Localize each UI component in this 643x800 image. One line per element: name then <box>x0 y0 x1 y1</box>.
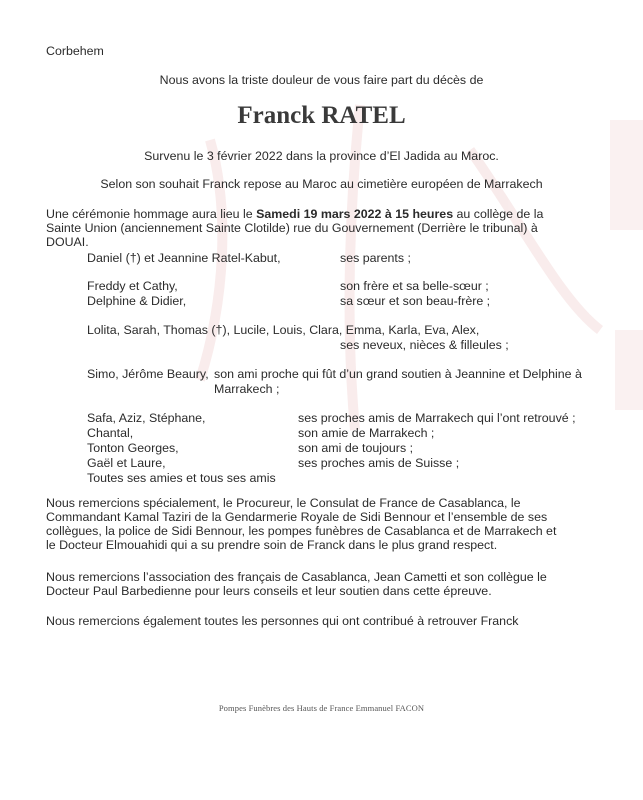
location-label: Corbehem <box>46 44 104 58</box>
friends-role: son amie de Marrakech ; <box>298 426 435 440</box>
close-friend-role-cont: Marrakech ; <box>214 382 280 396</box>
parents-role: ses parents ; <box>340 251 411 265</box>
thanks-paragraph: Nous remercions spécialement, le Procureur, le Consulat de France de Casablanca, le Commandant Kamal Taziri de la Gendarmerie Royale de Sidi Bennour et l’ensemble de ses collègues, la police de Sidi Bennour, les pompes funèbres de Casablanca et de Marrakech et le Docteur Elmouahidi qui a su prendre soin de Franck dans le plus grand respect. <box>46 496 557 552</box>
friends-role: son ami de toujours ; <box>298 441 414 455</box>
ceremony-text-after: au collège de la Sainte Union (anciennement Sainte Clotilde) rue du Gouvernement (Derrière le tribunal) à DOUAI. <box>46 207 544 249</box>
friends-names: Tonton Georges, <box>87 441 179 455</box>
all-friends: Toutes ses amies et tous ses amis <box>87 471 276 485</box>
nephews-names: Lolita, Sarah, Thomas (†), Lucile, Louis, Clara, Emma, Karla, Eva, Alex, <box>87 323 480 337</box>
close-friend-name: Simo, Jérôme Beaury, <box>87 367 209 381</box>
sister-names: Delphine & Didier, <box>87 294 187 308</box>
friends-role: ses proches amis de Suisse ; <box>298 456 460 470</box>
close-friend-role: son ami proche qui fût d’un grand soutien à Jeannine et Delphine à <box>214 367 582 381</box>
death-notice: Survenu le 3 février 2022 dans la province d’El Jadida au Maroc. <box>144 149 499 163</box>
ceremony-text-before: Une cérémonie hommage aura lieu le <box>46 207 257 221</box>
nephews-role: ses neveux, nièces & filleules ; <box>340 338 509 352</box>
parents-names: Daniel (†) et Jeannine Ratel-Kabut, <box>87 251 281 265</box>
friends-names: Gaël et Laure, <box>87 456 166 470</box>
intro-text: Nous avons la triste douleur de vous faire part du décès de <box>159 73 484 87</box>
deceased-name: Franck RATEL <box>237 102 406 129</box>
funeral-home-footer: Pompes Funèbres des Hauts de France Emmanuel FACON <box>218 703 425 713</box>
brother-names: Freddy et Cathy, <box>87 279 178 293</box>
friends-names: Safa, Aziz, Stéphane, <box>87 411 206 425</box>
ceremony-date: Samedi 19 mars 2022 à 15 heures <box>256 207 454 221</box>
friends-names: Chantal, <box>87 426 134 440</box>
resting-place-notice: Selon son souhait Franck repose au Maroc au cimetière européen de Marrakech <box>100 177 543 191</box>
brother-role: son frère et sa belle-sœur ; <box>340 279 489 293</box>
sister-role: sa sœur et son beau-frère ; <box>340 294 491 308</box>
ceremony-notice <box>46 207 566 249</box>
friends-role: ses proches amis de Marrakech qui l’ont retrouvé ; <box>298 411 576 425</box>
thanks-paragraph: Nous remercions également toutes les personnes qui ont contribué à retrouver Franck <box>46 614 519 628</box>
thanks-paragraph: Nous remercions l’association des français de Casablanca, Jean Cametti et son collègue le Docteur Paul Barbedienne pour leurs conseils et leur soutien dans cette épreuve. <box>46 570 547 598</box>
